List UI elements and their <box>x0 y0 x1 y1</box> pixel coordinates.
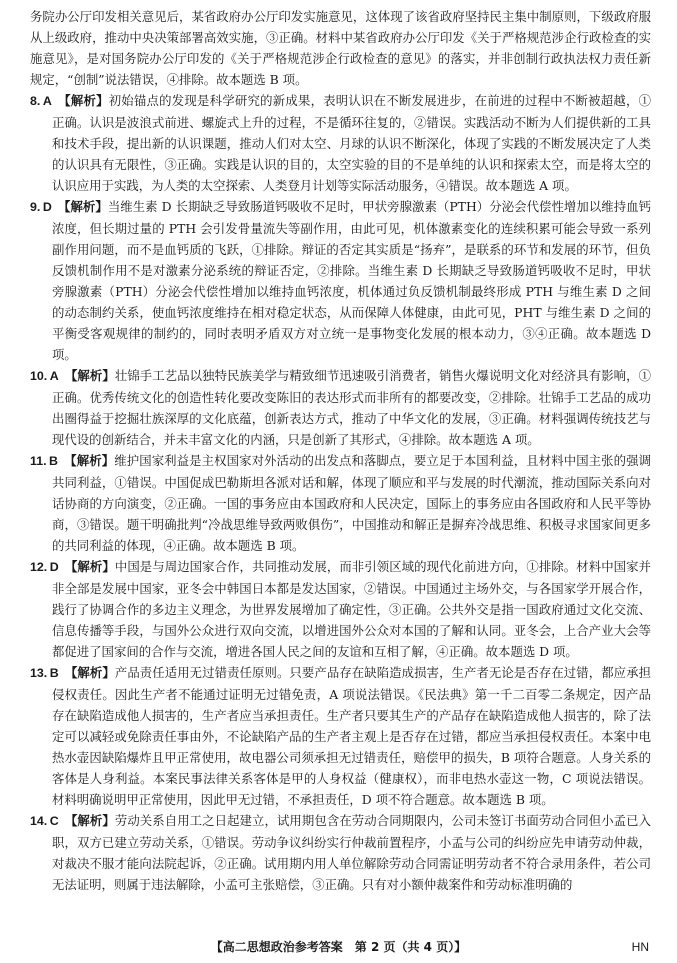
item-number: 14. <box>30 814 48 828</box>
answer-item <box>30 90 651 196</box>
analysis-tag: 【解析】 <box>64 559 115 574</box>
page-footer <box>0 937 677 955</box>
analysis-tag: 【解析】 <box>64 813 115 828</box>
item-number: 10. <box>30 369 48 383</box>
item-number: 9. <box>30 200 41 214</box>
analysis-tag: 【解析】 <box>57 199 108 214</box>
analysis-tag: 【解析】 <box>57 93 109 108</box>
item-number: 8. <box>30 94 41 108</box>
item-number: 11. <box>30 454 47 468</box>
analysis-tag: 【解析】 <box>64 665 115 680</box>
item-explanation: 当维生素 D 长期缺乏导致肠道钙吸收不足时，甲状旁腺激素（PTH）分泌会代偿性增加以维持血钙浓度，但长期过量的 PTH 会引发骨量流失等副作用，由此可见，机体激素变化的连续积累可能会导致一系列副作用问题，而不是血钙质的飞跃，①排除。辩证的否定其实质是“扬弃”，是联系的环节和发展的环节，但负反馈机制作用不是对激素分泌系统的辩证否定，②排除。当维生素 D 长期缺乏导致肠道钙吸收不足时，甲状旁腺激素（PTH）分泌会代偿性增加以维持血钙浓度，机体通过负反馈机制最终形成 PTH 与维生素 D 之间的动态制约关系，使血钙浓度维持在相对稳定状态，从而保障人体健康，由此可见，PHT 与维生素 D 之间的平衡受客观规律的制约的，同时表明矛盾双方对立统一是事物变化发展的根本动力，③④正确。故本题选 D 项。 <box>52 199 652 362</box>
item-explanation: 劳动关系自用工之日起建立，试用期包含在劳动合同期限内，公司未签订书面劳动合同但小孟已入职，双方已建立劳动关系，①错误。劳动争议纠纷实行仲裁前置程序，小孟与公司的纠纷应先申请劳动仲裁，对裁决不服才能向法院起诉，②正确。试用期内用人单位解除劳动合同需证明劳动者不符合录用条件，若公司无法证明，则属于违法解除，小孟可主张赔偿，③正确。只有对小额仲裁案件和劳动标准明确的 <box>52 813 652 892</box>
item-answer: A <box>42 94 52 108</box>
item-explanation: 产品责任适用无过错责任原则。只要产品存在缺陷造成损害，生产者无论是否存在过错，都应承担侵权责任。因此生产者不能通过证明无过错免责，A 项说法错误。《民法典》第一千二百零二条规定，因产品存在缺陷造成他人损害的，生产者应当承担责任。生产者只要其生产的产品存在缺陷造成他人损害的，除了法定可以减轻或免除责任事由外，不论缺陷产品的生产者主观上是否存在过错，都应当承担侵权责任。本案中电热水壶因缺陷爆炸且甲正常使用，故电器公司须承担无过错责任，赔偿甲的损失，B 项符合题意。人身关系的客体是人身利益。本案民事法律关系客体是甲的人身权益（健康权），而非电热水壶这一物，C 项说法错误。材料明确说明甲正常使用，因此甲无过错，不承担责任，D 项不符合题意。故本题选 B 项。 <box>52 665 652 807</box>
item-explanation: 壮锦手工艺品以独特民族美学与精致细节迅速吸引消费者，销售火爆说明文化对经济具有影响，①正确。优秀传统文化的创造性转化要改变陈旧的表达形式而非所有的都要改变，②排除。壮锦手工艺品的成功出圈得益于挖掘壮族深厚的文化底蕴，创新表达方式，推动了中华文化的发展，③正确。材料强调传统技艺与现代设的创新结合，并未丰富文化的内涵，只是创新了其形式，④排除。故本题选 A 项。 <box>52 368 652 447</box>
footer-code: HN <box>631 940 649 954</box>
answer-item <box>30 196 651 365</box>
item-explanation: 中国是与周边国家合作，共同推动发展，而非引领区域的现代化前进方向，①排除。材料中国家并非全部是发展中国家，亚冬会中韩国日本都是发达国家，②错误。中国通过主场外交，与各国家学开展合作，践行了协调合作的多边主义理念，为世界发展增加了确定性，③正确。公共外交是指一国政府通过文化交流、信息传播等手段，与国外公众进行双向交流，以增进国外公众对本国的了解和认同。亚冬会，上合产业大会等都促进了国家间的合作与交流，增进各国人民之间的友谊和互相了解，④正确。故本题选 D 项。 <box>52 559 652 659</box>
intro-paragraph: 务院办公厅印发相关意见后，某省政府办公厅印发实施意见，这体现了该省政府坚持民主集中制原则，下级政府服从上级政府，推动中央决策部署高效实施，③正确。材料中某省政府办公厅印发《关于严格规范涉企行政检查的实施意见》，是对国务院办公厅印发的《关于严格规范涉企行政检查的意见》的落实，并非创制行政执法权力责任新规定，“创制”说法错误，④排除。故本题选 B 项。 <box>30 9 651 87</box>
item-explanation: 维护国家利益是主权国家对外活动的出发点和落脚点，要立足于本国利益，且材料中国主张的强调共同利益，①错误。中国促成巴勒斯坦各派对话和解，体现了顺应和平与发展的时代潮流，推动国际关系向对话协商的方向演变，②正确。一国的事务应由本国政府和人民决定，国际上的事务应由各国政府和人民平等协商，③错误。题干明确批判“冷战思维导致两败俱伤”，中国推动和解正是摒弃冷战思维、积极寻求国家间更多的共同利益的体现，④正确。故本题选 B 项。 <box>52 453 652 553</box>
analysis-tag: 【解析】 <box>64 368 115 383</box>
answer-item <box>30 810 651 895</box>
item-answer: B <box>49 454 58 468</box>
item-explanation: 初始锚点的发现是科学研究的新成果，表明认识在不断发展进步，在前进的过程中不断被超越，①正确。认识是波浪式前进、螺旋式上升的过程，不是循环往复的，②错误。实践活动不断为人们提供新的工具和技术手段，提出新的认识课题，推动人们对太空、月球的认识不断深化，体现了实践的不断发展决定了人类的认识具有无限性，③正确。实践是认识的目的，太空实验的目的不是单纯的认识和探索太空，而是将太空的认识应用于实践，为人类的太空探索、人类登月计划等实际活动服务，④错误。故本题选 A 项。 <box>52 93 652 193</box>
footer-title: 【高二思想政治参考答案 第 2 页（共 4 页）】 <box>210 940 467 954</box>
answer-item <box>30 662 651 810</box>
answer-item <box>30 556 651 662</box>
item-answer: D <box>42 200 52 214</box>
item-answer: C <box>49 814 59 828</box>
item-number: 12. <box>30 560 48 574</box>
answer-item <box>30 450 651 556</box>
item-answer: B <box>49 666 59 680</box>
item-answer: D <box>49 560 59 574</box>
analysis-tag: 【解析】 <box>64 453 115 468</box>
item-number: 13. <box>30 666 48 680</box>
answer-item <box>30 365 651 450</box>
answer-list <box>30 90 651 895</box>
item-answer: A <box>49 369 59 383</box>
